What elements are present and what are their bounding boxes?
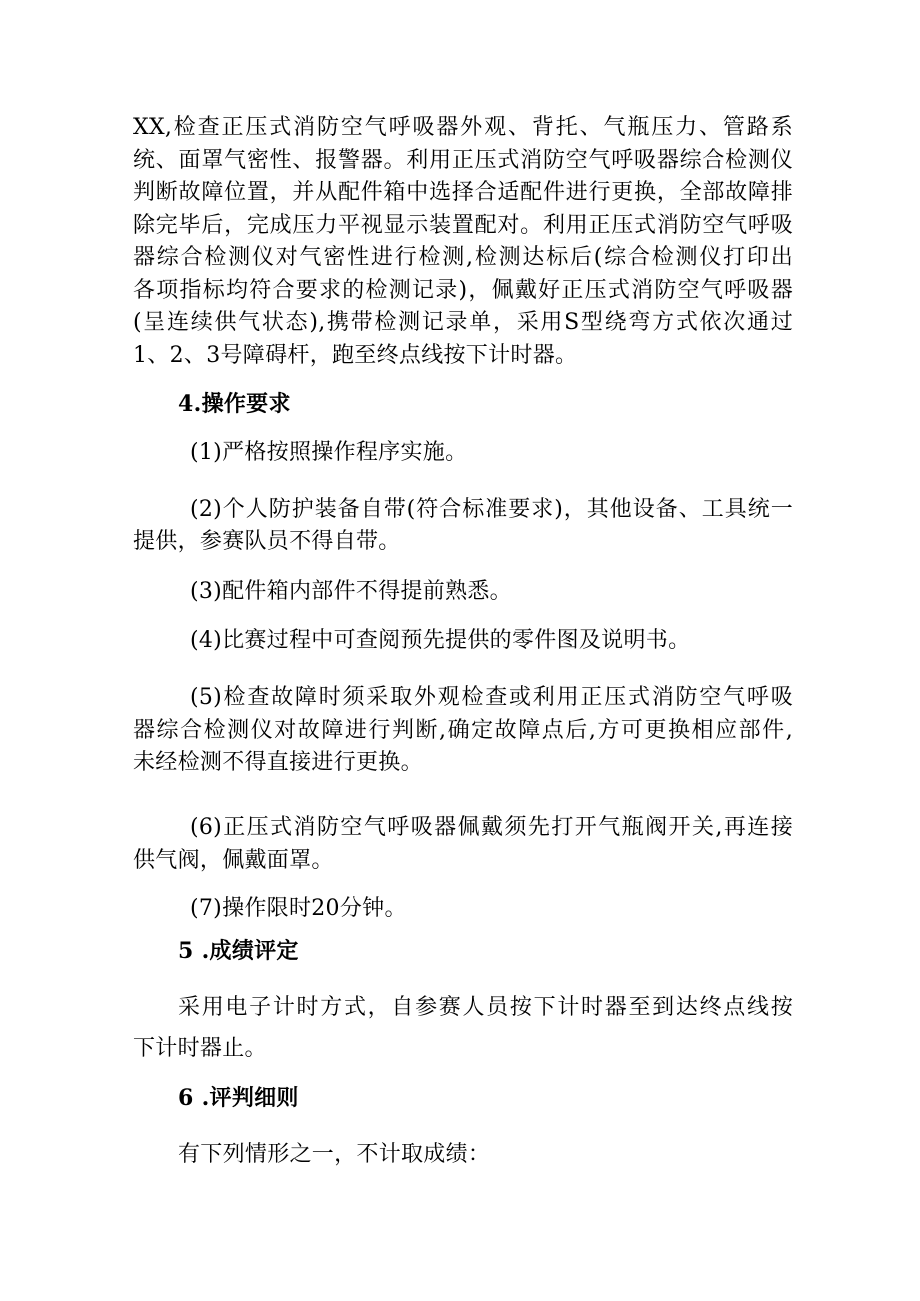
list-item-continuation: 提供，参赛队员不得自带。 xyxy=(133,529,401,554)
paragraph-line: (呈连续供气状态),携带检测记录单，采用S型绕弯方式依次通过 xyxy=(133,310,793,335)
paragraph-line: XX,检查正压式消防空气呼吸器外观、背托、气瓶压力、管路系 xyxy=(133,115,793,140)
section-heading: 4.操作要求 xyxy=(178,391,291,417)
paragraph-line: 1、2、3号障碍杆，跑至终点线按下计时器。 xyxy=(133,343,578,368)
list-item: (6)正压式消防空气呼吸器佩戴须先打开气瓶阀开关,再连接 xyxy=(190,815,793,840)
paragraph-line: 各项指标均符合要求的检测记录)，佩戴好正压式消防空气呼吸器 xyxy=(133,278,793,303)
list-item-continuation: 未经检测不得直接进行更换。 xyxy=(133,750,423,775)
paragraph-line: 除完毕后，完成压力平视显示装置配对。利用正压式消防空气呼吸 xyxy=(133,213,793,238)
paragraph-line: 判断故障位置，并从配件箱中选择合适配件进行更换，全部故障排 xyxy=(133,180,793,205)
paragraph-line: 器综合检测仪对气密性进行检测,检测达标后(综合检测仪打印出 xyxy=(133,245,793,270)
paragraph-line: 有下列情形之一，不计取成绩： xyxy=(178,1142,491,1167)
paragraph-line: 采用电子计时方式，自参赛人员按下计时器至到达终点线按 xyxy=(178,995,793,1020)
section-heading: 5 .成绩评定 xyxy=(178,938,299,964)
list-item-continuation: 供气阀，佩戴面罩。 xyxy=(133,848,334,873)
list-item: (3)配件箱内部件不得提前熟悉。 xyxy=(190,579,512,604)
list-item: (7)操作限时20分钟。 xyxy=(190,896,407,921)
list-item: (1)严格按照操作程序实施。 xyxy=(190,440,468,465)
list-item: (4)比赛过程中可查阅预先提供的零件图及说明书。 xyxy=(190,628,691,653)
list-item: (2)个人防护装备自带(符合标准要求)，其他设备、工具统一 xyxy=(190,497,793,522)
paragraph-line: 统、面罩气密性、报警器。利用正压式消防空气呼吸器综合检测仪 xyxy=(133,148,793,173)
list-item-continuation: 器综合检测仪对故障进行判断,确定故障点后,方可更换相应部件, xyxy=(133,718,793,743)
section-heading: 6 .评判细则 xyxy=(178,1085,299,1111)
list-item: (5)检查故障时须采取外观检查或利用正压式消防空气呼吸 xyxy=(190,685,793,710)
paragraph-line: 下计时器止。 xyxy=(133,1036,267,1061)
